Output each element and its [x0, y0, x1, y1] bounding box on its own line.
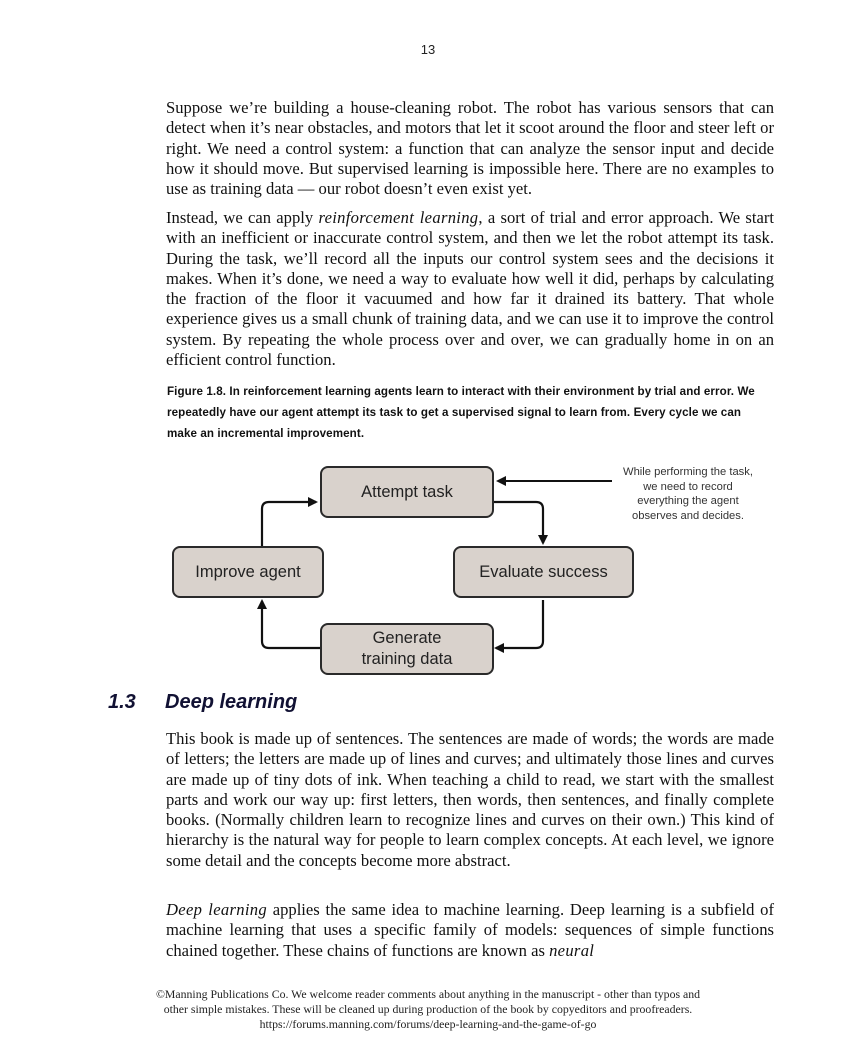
figure-caption: Figure 1.8. In reinforcement learning agents learn to interact with their environment by trial and error. We repeatedly have our agent attempt its task to get a supervised signal to learn from. Every cycle we can make an incremental improvement.	[167, 385, 755, 440]
node-generate-line1: Generate	[372, 629, 442, 647]
page-number: 13	[420, 42, 436, 57]
node-generate-training-data	[320, 623, 494, 675]
p2-text-before: Instead, we can apply	[166, 208, 319, 227]
p4-text: applies the same idea to machine learning. Deep learning is a subfield of machine learning that uses a specific family of models: sequences of simple functions chained together. These chains of functions are known as	[166, 900, 774, 960]
node-evaluate-success: Evaluate success	[453, 546, 634, 598]
footer-notice: other simple mistakes. These will be cleaned up during production of the book by copyeditors and proofreaders.	[163, 1002, 693, 1016]
note-line: observes and decides.	[632, 509, 744, 522]
node-improve-agent: Improve agent	[172, 546, 324, 598]
node-generate-line2: training data	[361, 650, 453, 668]
p2-text-after: , a sort of trial and error approach. We start with an inefficient or inaccurate control system, and then we let the robot attempt its task. During the task, we’ll record all the inputs our control system sees and the decisions it makes. When it’s done, we need a way to evaluate how well it did, perhaps by calculating the fraction of the floor it vacuumed and how far it drained its battery. That whole experience gives us a small chunk of training data, and we can use it to improve the control system. By repeating the whole process over and over, we can gradually home in on an efficient control function.	[166, 208, 774, 370]
term-neural: neural	[549, 940, 595, 960]
section-title: Deep learning	[165, 691, 298, 713]
note-line: While performing the task,	[623, 466, 753, 478]
paragraph-deep-learning	[166, 900, 774, 961]
page-footer	[110, 987, 746, 1032]
rl-cycle-diagram	[160, 455, 780, 685]
paragraph-reinforcement-learning	[166, 208, 774, 370]
footer-copyright: ©Manning Publications Co. We welcome reader comments about anything in the manuscript - other than typos and	[155, 987, 701, 1001]
paragraph-house-cleaning-robot: Suppose we’re building a house-cleaning robot. The robot has various sensors that can detect when it’s near obstacles, and motors that let it scoot around the floor and steer left or right. We need a control system: a function that can analyze the sensor input and decide how it should move. But supervised learning is impossible here. There are no examples to use as training data — our robot doesn’t even exist yet.	[166, 98, 774, 199]
paragraph-book-hierarchy: This book is made up of sentences. The sentences are made of words; the words are made of letters; the letters are made up of lines and curves; and ultimately those lines and curves are made up of tiny dots of ink. When teaching a child to read, we start with the smallest parts and work our way up: first letters, then words, then sentences, and finally complete books. (Normally children learn to recognize lines and curves on their own.) This kind of hierarchy is the natural way for people to learn complex concepts. At each level, we ignore some detail and the concepts become more abstract.	[166, 729, 774, 870]
diagram-annotation	[606, 465, 770, 523]
footer-forum-link[interactable]: https://forums.manning.com/forums/deep-learning-and-the-game-of-go	[259, 1017, 597, 1031]
term-reinforcement-learning: reinforcement learning	[318, 208, 479, 227]
section-heading	[108, 691, 297, 714]
note-line: everything the agent	[637, 495, 739, 507]
term-deep-learning: Deep learning	[166, 900, 267, 919]
node-attempt-task: Attempt task	[320, 466, 494, 518]
section-number: 1.3	[108, 691, 136, 713]
note-line: we need to record	[643, 480, 733, 493]
